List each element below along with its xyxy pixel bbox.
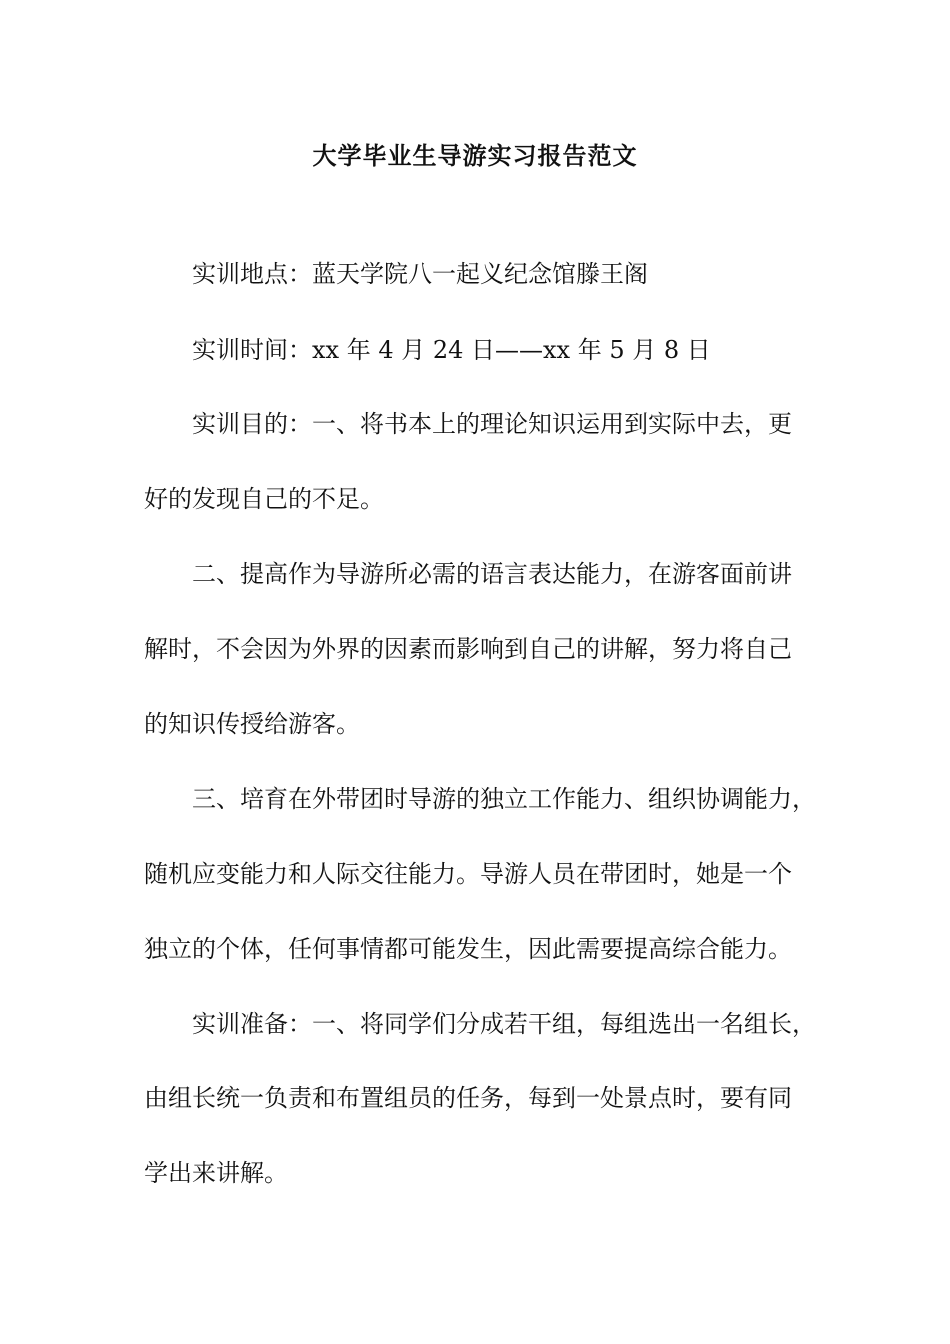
text-line: 解时，不会因为外界的因素而影响到自己的讲解，努力将自己 (144, 635, 792, 663)
text-line-point-two: 二、提高作为导游所必需的语言表达能力，在游客面前讲 (192, 560, 792, 588)
text-line-point-three: 三、培育在外带团时导游的独立工作能力、组织协调能力， (192, 785, 816, 813)
text-line: 独立的个体，任何事情都可能发生，因此需要提高综合能力。 (144, 935, 792, 963)
document-title: 大学毕业生导游实习报告范文 (312, 142, 638, 170)
text-line-location: 实训地点：蓝天学院八一起义纪念馆滕王阁 (192, 260, 648, 288)
text-line-purpose: 实训目的：一、将书本上的理论知识运用到实际中去，更 (192, 410, 792, 438)
text-line: 学出来讲解。 (144, 1159, 288, 1187)
text-line-preparation: 实训准备：一、将同学们分成若干组，每组选出一名组长， (192, 1010, 816, 1038)
text-line: 的知识传授给游客。 (144, 710, 360, 738)
text-line-time: 实训时间：xx 年 4 月 24 日——xx 年 5 月 8 日 (192, 336, 711, 364)
text-line: 随机应变能力和人际交往能力。导游人员在带团时，她是一个 (144, 860, 792, 888)
text-line: 由组长统一负责和布置组员的任务，每到一处景点时，要有同 (144, 1084, 792, 1112)
text-line: 好的发现自己的不足。 (144, 485, 384, 513)
